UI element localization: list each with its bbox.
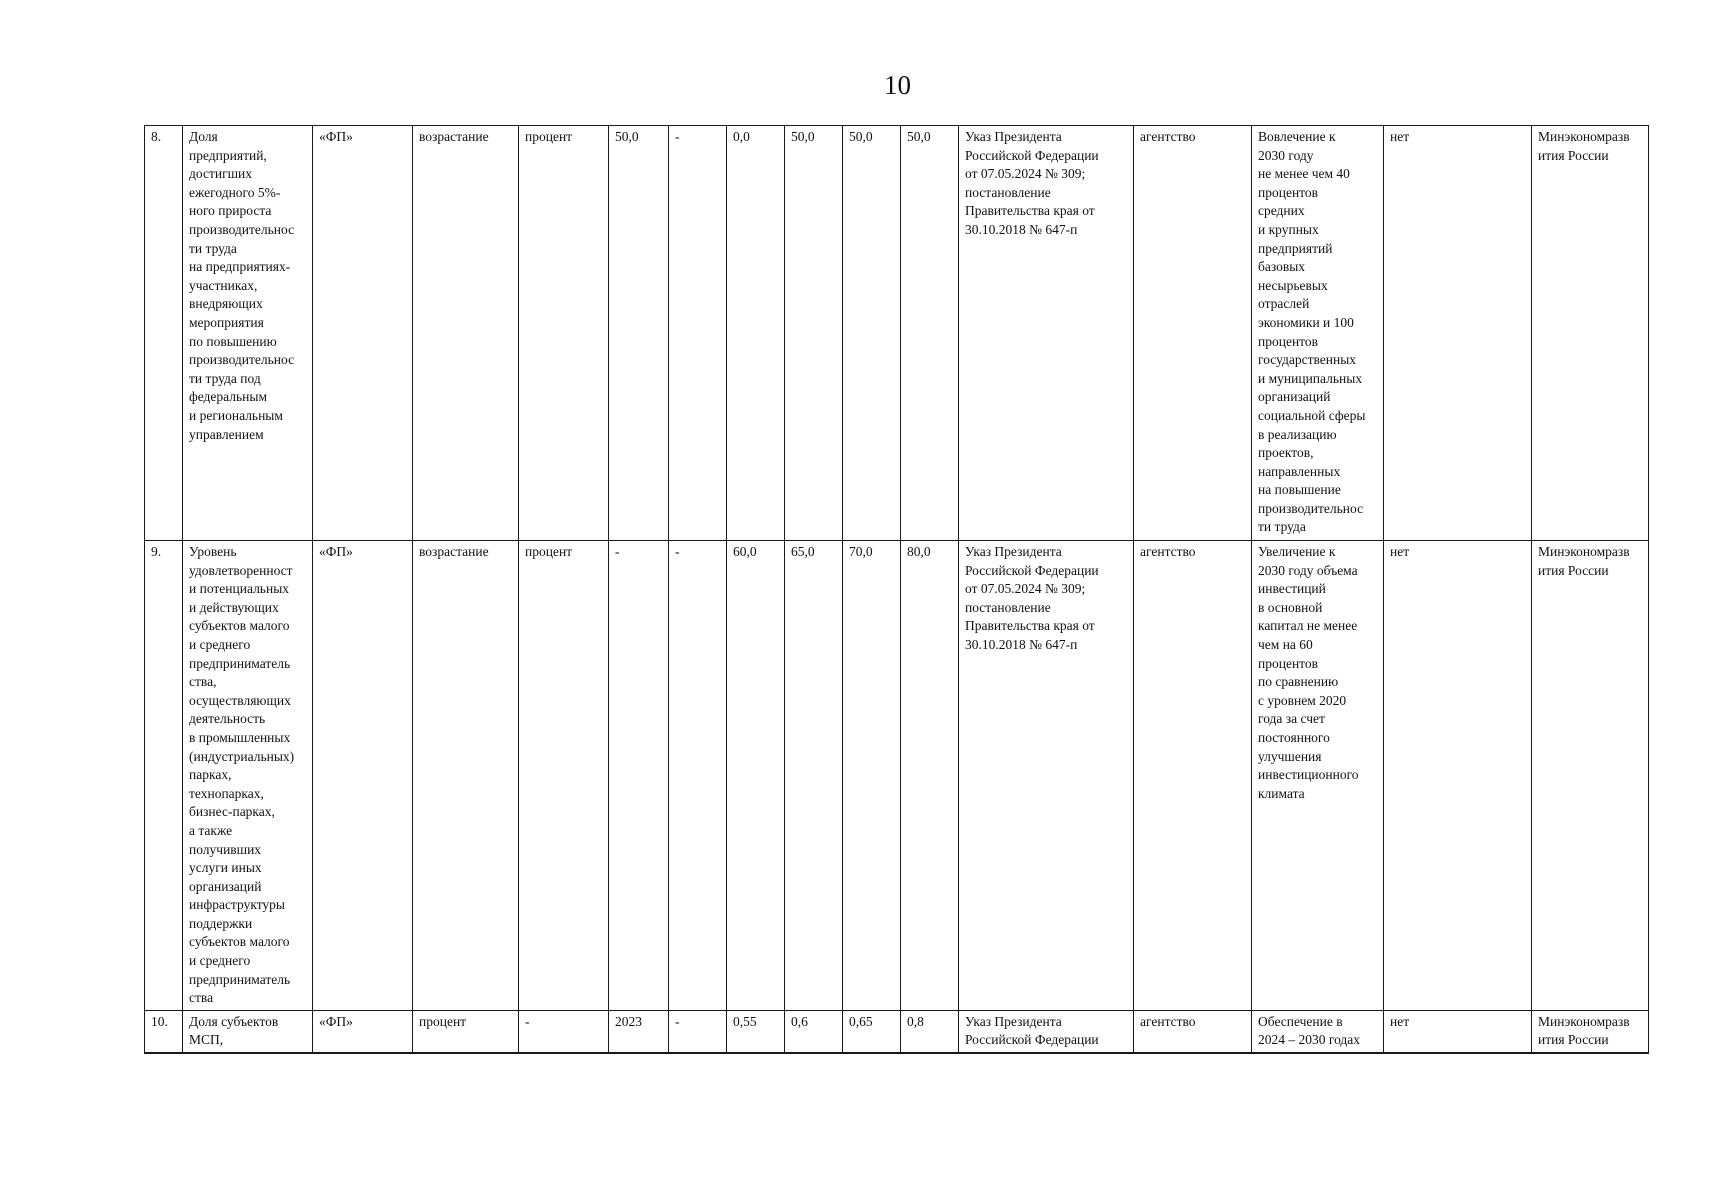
goal-link-cell: Вовлечение к 2030 году не менее чем 40 процентов средних и крупных предприятий базовых несырьевых отраслей экономики и 100 процентов государственных и муниципальных организаций социальной сферы в реализацию проектов, направленных на повышение производительнос ти труда [1252, 126, 1384, 541]
document-cell: Указ Президента Российской Федерации [959, 1010, 1134, 1053]
goal-link-cell: Обеспечение в 2024 – 2030 годах [1252, 1010, 1384, 1053]
base-value-cell: 2023 [609, 1010, 669, 1053]
responsible-cell: агентство [1134, 126, 1252, 541]
value-3-cell: 50,0 [843, 126, 901, 541]
value-3-cell: 0,65 [843, 1010, 901, 1053]
indicators-table [144, 125, 1649, 1054]
indicator-name-cell: Уровень удовлетворенност и потенциальных и действующих субъектов малого и среднего предприниматель ства, осуществляющих деятельность в промышленных (индустриальных) парках, технопарках, бизнес-парках, а также получивших услуги иных организаций инфраструктуры поддержки субъектов малого и среднего предприниматель ства [183, 541, 313, 1011]
base-value-cell: 50,0 [609, 126, 669, 541]
gis-cell: нет [1384, 541, 1532, 1011]
responsible-cell: агентство [1134, 1010, 1252, 1053]
page-number: 10 [884, 70, 911, 100]
level-cell: «ФП» [313, 1010, 413, 1053]
table-row [145, 126, 1649, 541]
indicator-name-cell: Доля предприятий, достигших ежегодного 5%- ного прироста производительнос ти труда на предприятиях- участниках, внедряющих мероприятия по повышению производительнос ти труда под федеральным и региональным управлением [183, 126, 313, 541]
base-year-cell: - [669, 1010, 727, 1053]
row-number-cell: 8. [145, 126, 183, 541]
trend-cell: процент [413, 1010, 519, 1053]
level-cell: «ФП» [313, 541, 413, 1011]
base-year-cell: - [669, 126, 727, 541]
table-row [145, 541, 1649, 1011]
value-1-cell: 0,0 [727, 126, 785, 541]
value-1-cell: 0,55 [727, 1010, 785, 1053]
base-value-cell: - [609, 541, 669, 1011]
responsible-cell: агентство [1134, 541, 1252, 1011]
value-4-cell: 50,0 [901, 126, 959, 541]
indicator-name-cell: Доля субъектов МСП, [183, 1010, 313, 1053]
gis-cell: нет [1384, 1010, 1532, 1053]
value-3-cell: 70,0 [843, 541, 901, 1011]
ministry-cell: Минэкономразв ития России [1532, 126, 1649, 541]
unit-cell: процент [519, 126, 609, 541]
document-cell: Указ Президента Российской Федерации от 07.05.2024 № 309; постановление Правительства края от 30.10.2018 № 647-п [959, 126, 1134, 541]
ministry-cell: Минэкономразв ития России [1532, 541, 1649, 1011]
unit-cell: процент [519, 541, 609, 1011]
level-cell: «ФП» [313, 126, 413, 541]
row-number-cell: 9. [145, 541, 183, 1011]
trend-cell: возрастание [413, 126, 519, 541]
document-cell: Указ Президента Российской Федерации от 07.05.2024 № 309; постановление Правительства края от 30.10.2018 № 647-п [959, 541, 1134, 1011]
base-year-cell: - [669, 541, 727, 1011]
value-4-cell: 80,0 [901, 541, 959, 1011]
goal-link-cell: Увеличение к 2030 году объема инвестиций в основной капитал не менее чем на 60 процентов по сравнению с уровнем 2020 года за счет постоянного улучшения инвестиционного климата [1252, 541, 1384, 1011]
value-2-cell: 65,0 [785, 541, 843, 1011]
value-2-cell: 0,6 [785, 1010, 843, 1053]
ministry-cell: Минэкономразв ития России [1532, 1010, 1649, 1053]
value-1-cell: 60,0 [727, 541, 785, 1011]
gis-cell: нет [1384, 126, 1532, 541]
row-number-cell: 10. [145, 1010, 183, 1053]
trend-cell: возрастание [413, 541, 519, 1011]
unit-cell: - [519, 1010, 609, 1053]
value-2-cell: 50,0 [785, 126, 843, 541]
value-4-cell: 0,8 [901, 1010, 959, 1053]
table-row [145, 1010, 1649, 1053]
